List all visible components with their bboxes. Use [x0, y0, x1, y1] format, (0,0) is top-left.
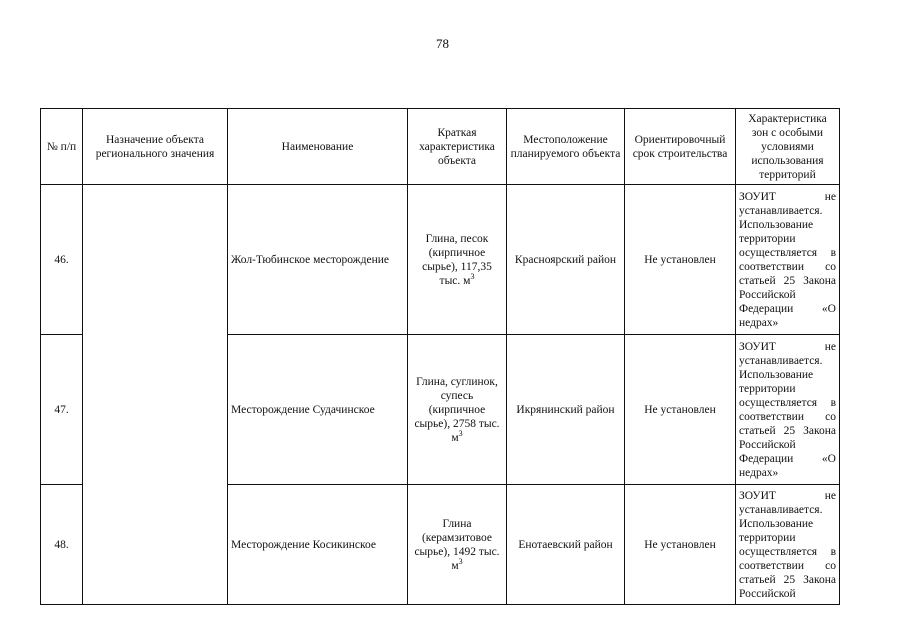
header-location: Местоположение планируемого объекта [507, 109, 625, 185]
row-number: 47. [41, 335, 83, 485]
object-characteristic [408, 485, 507, 605]
object-name: Месторождение Судачинское [228, 335, 408, 485]
construction-term: Не установлен [625, 335, 736, 485]
row-number: 48. [41, 485, 83, 605]
object-location: Красноярский район [507, 185, 625, 335]
zone-text: ЗОУИТ не устанавливается. Использование территории осуществляется в соответствии со статьей 25 Закона Российской Федерации «О недрах» [739, 190, 836, 329]
zone-characteristic [736, 185, 840, 335]
page-number: 78 [436, 36, 449, 51]
construction-term: Не установлен [625, 485, 736, 605]
object-location: Икрянинский район [507, 335, 625, 485]
characteristic-text: Глина (керамзитовое сырье), 1492 тыс. м [414, 517, 500, 572]
object-location: Енотаевский район [507, 485, 625, 605]
unit-superscript: 3 [470, 271, 475, 281]
header-name: Наименование [228, 109, 408, 185]
object-name: Месторождение Косикинское [228, 485, 408, 605]
unit-superscript: 3 [458, 556, 463, 566]
zone-text: ЗОУИТ не устанавливается. Использование территории осуществляется в соответствии со статьей 25 Закона Российской Федерации «О недрах» [739, 340, 836, 479]
purpose-cell [83, 185, 228, 605]
header-num: № п/п [41, 109, 83, 185]
characteristic-text: Глина, песок (кирпичное сырье), 117,35 тыс. м [422, 232, 492, 287]
construction-term: Не установлен [625, 185, 736, 335]
header-characteristic: Краткая характеристика объекта [408, 109, 507, 185]
object-characteristic [408, 335, 507, 485]
table-header-row [41, 109, 840, 185]
object-name: Жол-Тюбинское месторождение [228, 185, 408, 335]
table-row [41, 185, 840, 335]
objects-table [40, 108, 840, 605]
characteristic-text: Глина, суглинок, супесь (кирпичное сырье), 2758 тыс. м [414, 375, 500, 444]
zone-text: ЗОУИТ не устанавливается. Использование территории осуществляется в соответствии со статьей 25 Закона Российской [739, 489, 836, 600]
header-purpose: Назначение объекта регионального значения [83, 109, 228, 185]
zone-characteristic [736, 335, 840, 485]
header-zones: Характеристика зон с особыми условиями использования территорий [736, 109, 840, 185]
object-characteristic [408, 185, 507, 335]
header-term: Ориентировочный срок строительства [625, 109, 736, 185]
zone-characteristic [736, 485, 840, 605]
unit-superscript: 3 [458, 428, 463, 438]
row-number: 46. [41, 185, 83, 335]
